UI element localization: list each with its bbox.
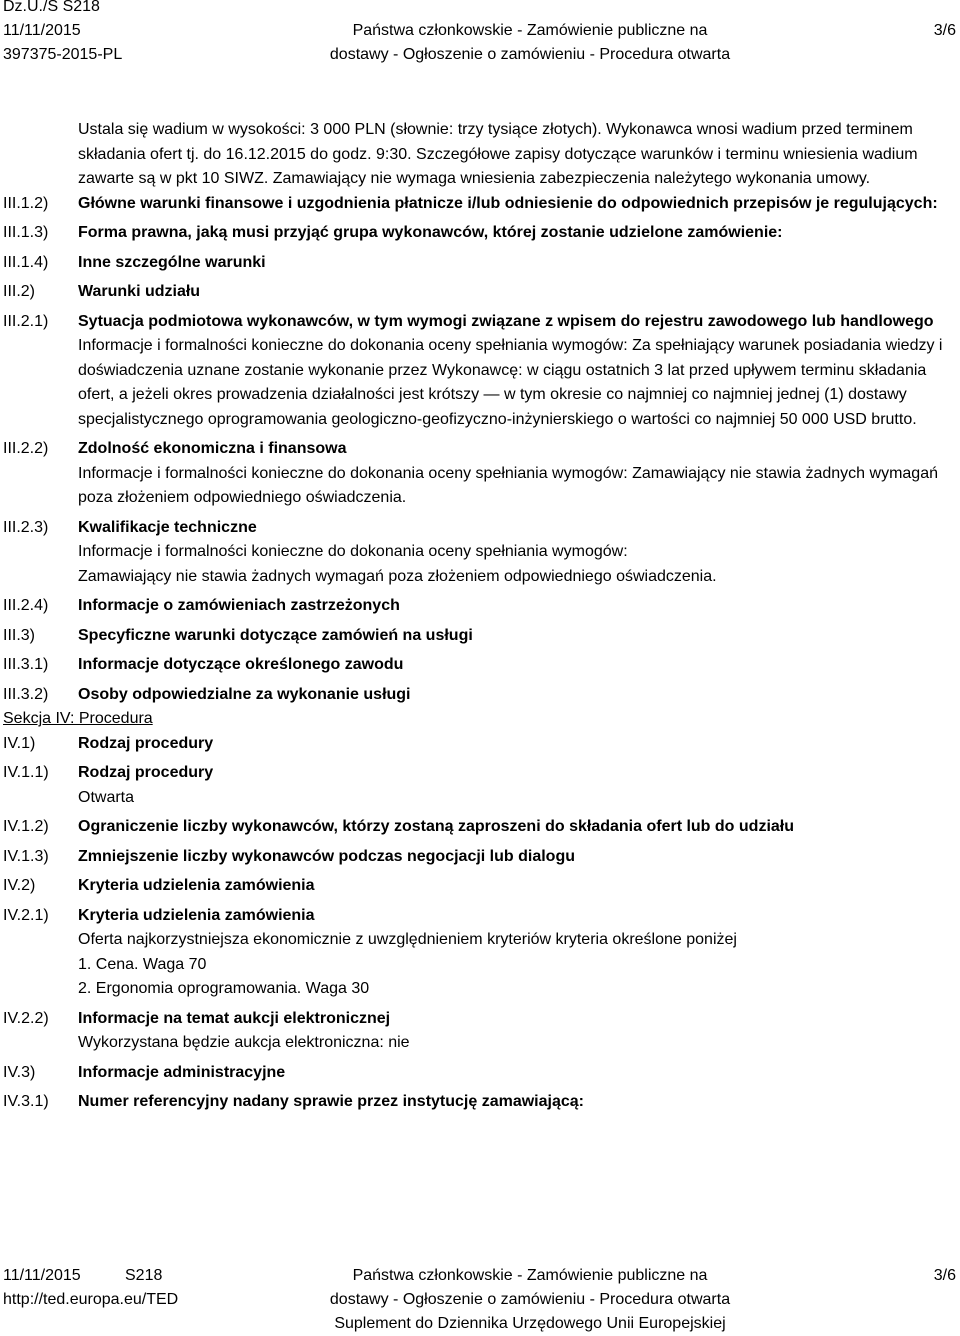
footer-page-number: 3/6 [933, 1267, 956, 1284]
section-IV-2-1 [0, 904, 960, 1002]
page-header [0, 0, 960, 80]
section-number: III.2.1) [3, 312, 49, 330]
header-page-number: 3/6 [933, 22, 956, 39]
section-heading: Specyficzne warunki dotyczące zamówień na usługi [78, 626, 473, 644]
header-title-line-1: Państwa członkowskie - Zamówienie publiczne na [352, 22, 708, 39]
section-number: IV.1) [3, 734, 36, 752]
section-heading: Informacje administracyjne [78, 1063, 286, 1081]
section-heading: Warunki udziału [78, 283, 201, 300]
section-heading: Rodzaj procedury [78, 734, 214, 752]
section-III-2-2 [0, 437, 960, 511]
section-heading: Informacje o zamówieniach zastrzeżonych [78, 597, 400, 614]
section-heading: Ograniczenie liczby wykonawców, którzy zostaną zaproszeni do składania ofert lub do udziału [78, 818, 794, 835]
section-text: Informacje i formalności konieczne do dokonania oceny spełniania wymogów: Za spełniający warunek posiadania wiedzy i doświadczenia uznane zostanie wykonanie przez Wykonawcę: w ciągu ostatnich 3 lat przed upływem terminu składania ofert, a jeżeli okres prowadzenia działalności jest krótszy — w tym okresie co najmniej co najmniej jednej (1) dostawy specjalistycznego oprogramowania geologiczno-geofizyczno-inżynierskiego o wartości co najmniej 50 000 USD brutto. [78, 337, 943, 428]
section-number: IV.1.1) [3, 764, 49, 781]
section-number: III.3.2) [3, 685, 49, 703]
section-III-3-1 [0, 653, 960, 678]
section-III-2 [0, 280, 960, 305]
section-heading: Inne szczególne warunki [78, 253, 266, 271]
deposit-text: Ustala się wadium w wysokości: 3 000 PLN (słownie: trzy tysiące złotych). Wykonawca wnosi wadium przed terminem składania ofert tj. do 16.12.2015 do godz. 9:30. Szczegółowe zapisy dotyczące warunków i terminu wniesienia wadium zawarte są w pkt 10 SIWZ. Zamawiający nie wymaga wniesienia zabezpieczenia należytego wykonania umowy. [78, 121, 918, 187]
section-heading: Informacje dotyczące określonego zawodu [78, 656, 404, 673]
section-number: IV.3) [3, 1063, 36, 1081]
section-III-1-4 [0, 251, 960, 276]
header-date: 11/11/2015 [3, 22, 81, 39]
document-body [0, 118, 960, 1115]
section-number: IV.2) [3, 877, 36, 894]
section-IV-1 [0, 732, 960, 757]
footer-issue: S218 [125, 1267, 163, 1284]
page-footer [0, 1264, 960, 1334]
section-heading: Kryteria udzielenia zamówienia [78, 906, 315, 924]
section-III-2-4 [0, 594, 960, 619]
section-III-3 [0, 624, 960, 649]
section-heading: Informacje na temat aukcji elektronicznej [78, 1009, 391, 1027]
header-notice-id: 397375-2015-PL [3, 46, 123, 63]
section-text: Informacje i formalności konieczne do dokonania oceny spełniania wymogów: [78, 543, 628, 560]
section-number: IV.3.1) [3, 1093, 49, 1110]
section-number: III.1.2) [3, 194, 49, 212]
section-heading: Osoby odpowiedzialne za wykonanie usługi [78, 685, 411, 703]
section-text: Informacje i formalności konieczne do dokonania oceny spełniania wymogów: Zamawiający nie stawia żadnych wymagań poza złożeniem odpowiedniego oświadczenia. [78, 464, 938, 506]
section-number: III.2) [3, 283, 36, 300]
criterion-item: 2. Ergonomia oprogramowania. Waga 30 [78, 980, 370, 997]
intro-block [0, 118, 960, 192]
section-IV-title: Sekcja IV: Procedura [3, 710, 153, 727]
footer-supplement: Suplement do Dziennika Urzędowego Unii Europejskiej [334, 1315, 726, 1332]
section-text: Oferta najkorzystniejsza ekonomicznie z uwzględnieniem kryteriów kryteria określone poniżej [78, 931, 737, 948]
section-IV-3 [0, 1061, 960, 1086]
section-number: III.1.4) [3, 253, 49, 271]
section-number: III.2.3) [3, 518, 49, 536]
section-IV-2-2 [0, 1007, 960, 1056]
section-IV-1-1 [0, 761, 960, 810]
section-number: IV.1.2) [3, 818, 49, 835]
section-number: III.2.2) [3, 440, 49, 457]
section-number: IV.1.3) [3, 847, 49, 865]
section-IV-1-3 [0, 845, 960, 870]
section-III-2-3 [0, 516, 960, 590]
section-text: Wykorzystana będzie aukcja elektroniczna: nie [78, 1034, 410, 1051]
header-journal-ref: Dz.U./S S218 [3, 0, 100, 15]
section-heading: Kryteria udzielenia zamówienia [78, 877, 315, 894]
section-text: Zamawiający nie stawia żadnych wymagań poza złożeniem odpowiedniego oświadczenia. [78, 567, 717, 585]
footer-date: 11/11/2015 [3, 1267, 81, 1284]
section-heading: Sytuacja podmiotowa wykonawców, w tym wymogi związane z wpisem do rejestru zawodowego lub handlowego [78, 312, 934, 330]
section-IV-2 [0, 874, 960, 899]
section-heading: Numer referencyjny nadany sprawie przez instytucję zamawiającą: [78, 1093, 584, 1110]
header-title-line-2: dostawy - Ogłoszenie o zamówieniu - Procedura otwarta [329, 46, 731, 63]
section-heading: Zmniejszenie liczby wykonawców podczas negocjacji lub dialogu [78, 847, 575, 865]
footer-title-line-2: dostawy - Ogłoszenie o zamówieniu - Procedura otwarta [329, 1291, 731, 1308]
section-heading: Forma prawna, jaką musi przyjąć grupa wykonawców, której zostanie udzielone zamówienie: [78, 224, 783, 241]
section-number: III.3) [3, 626, 36, 644]
section-number: III.2.4) [3, 597, 49, 614]
section-heading: Zdolność ekonomiczna i finansowa [78, 440, 347, 457]
section-IV-3-1 [0, 1090, 960, 1115]
section-III-1-3 [0, 221, 960, 246]
section-heading: Kwalifikacje techniczne [78, 518, 257, 536]
section-number: IV.2.1) [3, 906, 49, 924]
section-number: IV.2.2) [3, 1009, 49, 1027]
section-number: III.1.3) [3, 224, 49, 241]
section-heading: Główne warunki finansowe i uzgodnienia płatnicze i/lub odniesienie do odpowiednich przepisów je regulujących: [78, 194, 938, 212]
section-III-1-2 [0, 192, 960, 217]
footer-title-line-1: Państwa członkowskie - Zamówienie publiczne na [352, 1267, 708, 1284]
footer-url-link[interactable]: http://ted.europa.eu/TED [3, 1291, 179, 1308]
section-text: Otwarta [78, 788, 135, 806]
section-number: III.3.1) [3, 656, 49, 673]
criterion-item: 1. Cena. Waga 70 [78, 955, 207, 973]
section-III-3-2 [0, 683, 960, 708]
section-IV-1-2 [0, 815, 960, 840]
section-III-2-1 [0, 310, 960, 433]
section-heading: Rodzaj procedury [78, 764, 214, 781]
